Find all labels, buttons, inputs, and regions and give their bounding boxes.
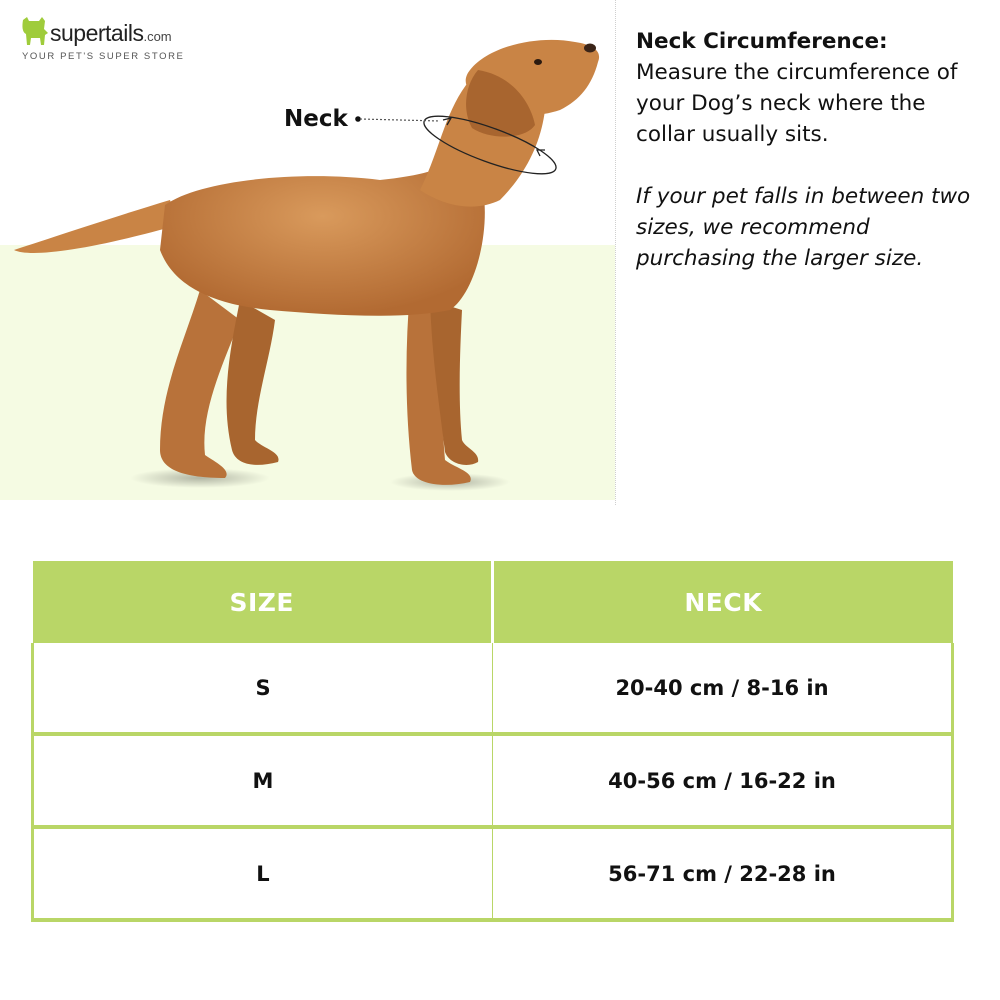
header-neck: NECK — [493, 561, 953, 643]
logo-name-super: super — [50, 20, 106, 46]
info-note: If your pet falls in between two sizes, we recommend purchasing the larger size. — [636, 184, 971, 271]
size-chart-table — [31, 561, 954, 922]
header-size: SIZE — [33, 561, 493, 643]
neck-cell: 20-40 cm / 8-16 in — [493, 643, 953, 734]
size-cell: S — [33, 643, 493, 734]
size-cell: L — [33, 827, 493, 920]
table-header-row — [33, 561, 953, 643]
table-row — [33, 643, 953, 734]
vertical-divider — [615, 0, 616, 505]
brand-logo — [20, 14, 220, 64]
neck-label: Neck — [284, 106, 348, 132]
measurement-info — [636, 26, 986, 274]
logo-wordmark — [50, 20, 172, 47]
logo-domain: .com — [143, 29, 172, 44]
info-body: Measure the circumference of your Dog’s neck where the collar usually sits. — [636, 60, 958, 147]
neck-cell: 40-56 cm / 16-22 in — [493, 734, 953, 827]
info-title: Neck Circumference: — [636, 29, 888, 54]
size-cell: M — [33, 734, 493, 827]
neck-cell: 56-71 cm / 22-28 in — [493, 827, 953, 920]
dog-illustration — [0, 0, 615, 500]
dog-silhouette-icon — [20, 16, 50, 48]
logo-name-tails: tails — [105, 20, 144, 46]
illustration-area — [0, 0, 615, 500]
logo-tagline: YOUR PET'S SUPER STORE — [22, 51, 185, 62]
table-row — [33, 734, 953, 827]
table-row — [33, 827, 953, 920]
